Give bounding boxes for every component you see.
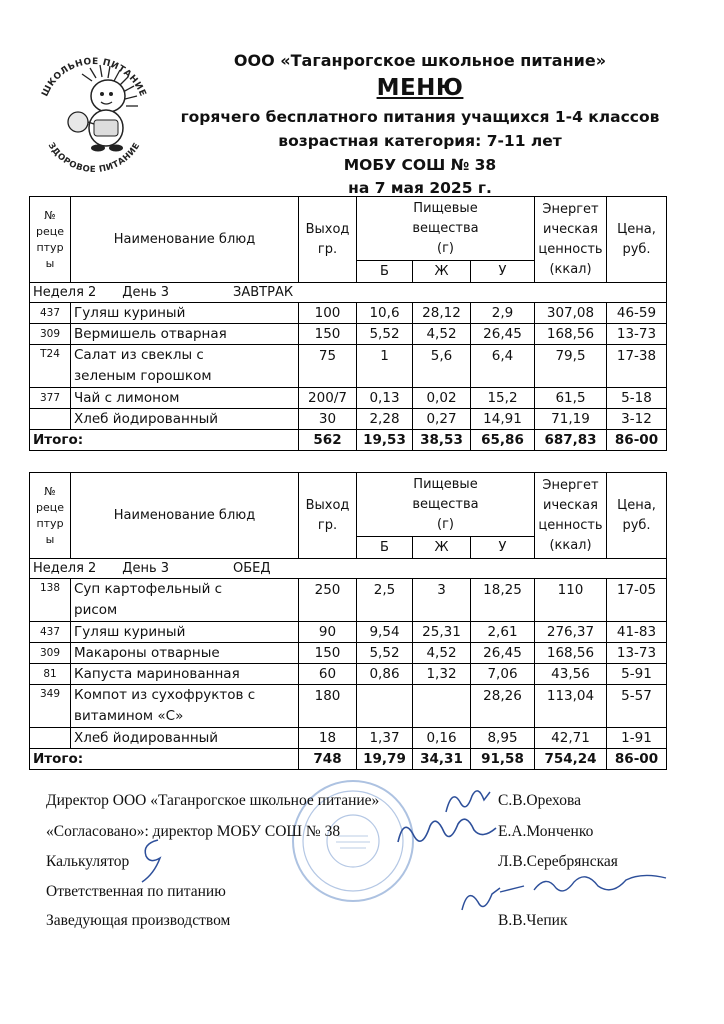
table-row: Хлеб йодированный 18 1,37 0,16 8,95 42,71 1-91: [30, 728, 667, 749]
header-u: У: [471, 537, 535, 559]
header-recipe-no: № реце птур ы: [30, 197, 71, 283]
table-row: 437 Гуляш куриный 90 9,54 25,31 2,61 276,37 41-83: [30, 622, 667, 643]
header-nutrients: Пищевые вещества (г): [357, 473, 535, 537]
header-dish-name: Наименование блюд: [71, 197, 299, 283]
signatory-name: С.В.Орехова: [498, 792, 581, 809]
total-row: Итого: 562 19,53 38,53 65,86 687,83 86-00: [30, 430, 667, 451]
calculator-signature: [132, 834, 172, 888]
organization-title: ООО «Таганрогское школьное питание»: [233, 51, 607, 70]
svg-text:ШКОЛЬНОЕ ПИТАНИЕ: ШКОЛЬНОЕ ПИТАНИЕ: [40, 56, 148, 99]
day-label: День 3: [122, 285, 170, 300]
signatory-name: Л.В.Серебрянская: [498, 853, 618, 870]
signatory-role: Ответственная по питанию: [46, 883, 226, 900]
school-meals-logo: [26, 44, 162, 180]
table-row: 138 Суп картофельный с рисом 250 2,5 3 18,25 110 17-05: [30, 579, 667, 622]
signatory-name: Е.А.Монченко: [498, 823, 594, 840]
header-price: Цена, руб.: [607, 197, 667, 283]
header-energy: Энергет ическая ценность (ккал): [535, 197, 607, 283]
age-category: возрастная категория: 7-11 лет: [278, 132, 562, 150]
responsible-signature: [494, 866, 674, 902]
header-u: У: [471, 261, 535, 283]
school-director-signature: [392, 806, 502, 854]
header-dish-name: Наименование блюд: [71, 473, 299, 559]
table-row: 309 Макароны отварные 150 5,52 4,52 26,45 168,56 13-73: [30, 643, 667, 664]
header-yield: Выход гр.: [299, 197, 357, 283]
header-b: Б: [357, 261, 413, 283]
signatory-role: Калькулятор: [46, 853, 130, 870]
menu-subtitle: горячего бесплатного питания учащихся 1-4 классов: [180, 108, 660, 126]
header-yield: Выход гр.: [299, 473, 357, 559]
table-row: Хлеб йодированный 30 2,28 0,27 14,91 71,19 3-12: [30, 409, 667, 430]
header-zh: Ж: [413, 537, 471, 559]
svg-text:ЗДОРОВОЕ ПИТАНИЕ: ЗДОРОВОЕ ПИТАНИЕ: [45, 141, 143, 176]
table-row: Т24 Салат из свеклы с зеленым горошком 75 1 5,6 6,4 79,5 17-38: [30, 345, 667, 388]
table-row: 81 Капуста маринованная 60 0,86 1,32 7,06 43,56 5-91: [30, 664, 667, 685]
table-row: 349 Компот из сухофруктов с витамином «С» 180 28,26 113,04 5-57: [30, 685, 667, 728]
week-label: Неделя 2: [33, 285, 97, 300]
header-zh: Ж: [413, 261, 471, 283]
menu-date: на 7 мая 2025 г.: [348, 179, 492, 197]
school-name: МОБУ СОШ № 38: [343, 156, 497, 174]
menu-title: МЕНЮ: [376, 75, 464, 101]
day-label: День 3: [122, 561, 170, 576]
breakfast-menu-table: [29, 196, 667, 451]
header-recipe-no: № реце птур ы: [30, 473, 71, 559]
lunch-menu-table: [29, 472, 667, 770]
signatory-role: Директор ООО «Таганрогское школьное питание»: [46, 792, 380, 809]
signatory-name: В.В.Чепик: [498, 912, 568, 929]
signatory-role: Заведующая производством: [46, 912, 231, 929]
table-row: 377 Чай с лимоном 200/7 0,13 0,02 15,2 61,5 5-18: [30, 388, 667, 409]
total-row: Итого: 748 19,79 34,31 91,58 754,24 86-00: [30, 749, 667, 770]
table-row: 437 Гуляш куриный 100 10,6 28,12 2,9 307,08 46-59: [30, 303, 667, 324]
week-day-row: [30, 559, 667, 579]
header-energy: Энергет ическая ценность (ккал): [535, 473, 607, 559]
signatory-role: «Согласовано»: директор МОБУ СОШ № 38: [46, 823, 341, 840]
meal-label: ОБЕД: [233, 561, 271, 576]
meal-label: ЗАВТРАК: [233, 285, 294, 300]
header-b: Б: [357, 537, 413, 559]
header-nutrients: Пищевые вещества (г): [357, 197, 535, 261]
header-price: Цена, руб.: [607, 473, 667, 559]
week-label: Неделя 2: [33, 561, 97, 576]
table-row: 309 Вермишель отварная 150 5,52 4,52 26,45 168,56 13-73: [30, 324, 667, 345]
week-day-row: [30, 283, 667, 303]
